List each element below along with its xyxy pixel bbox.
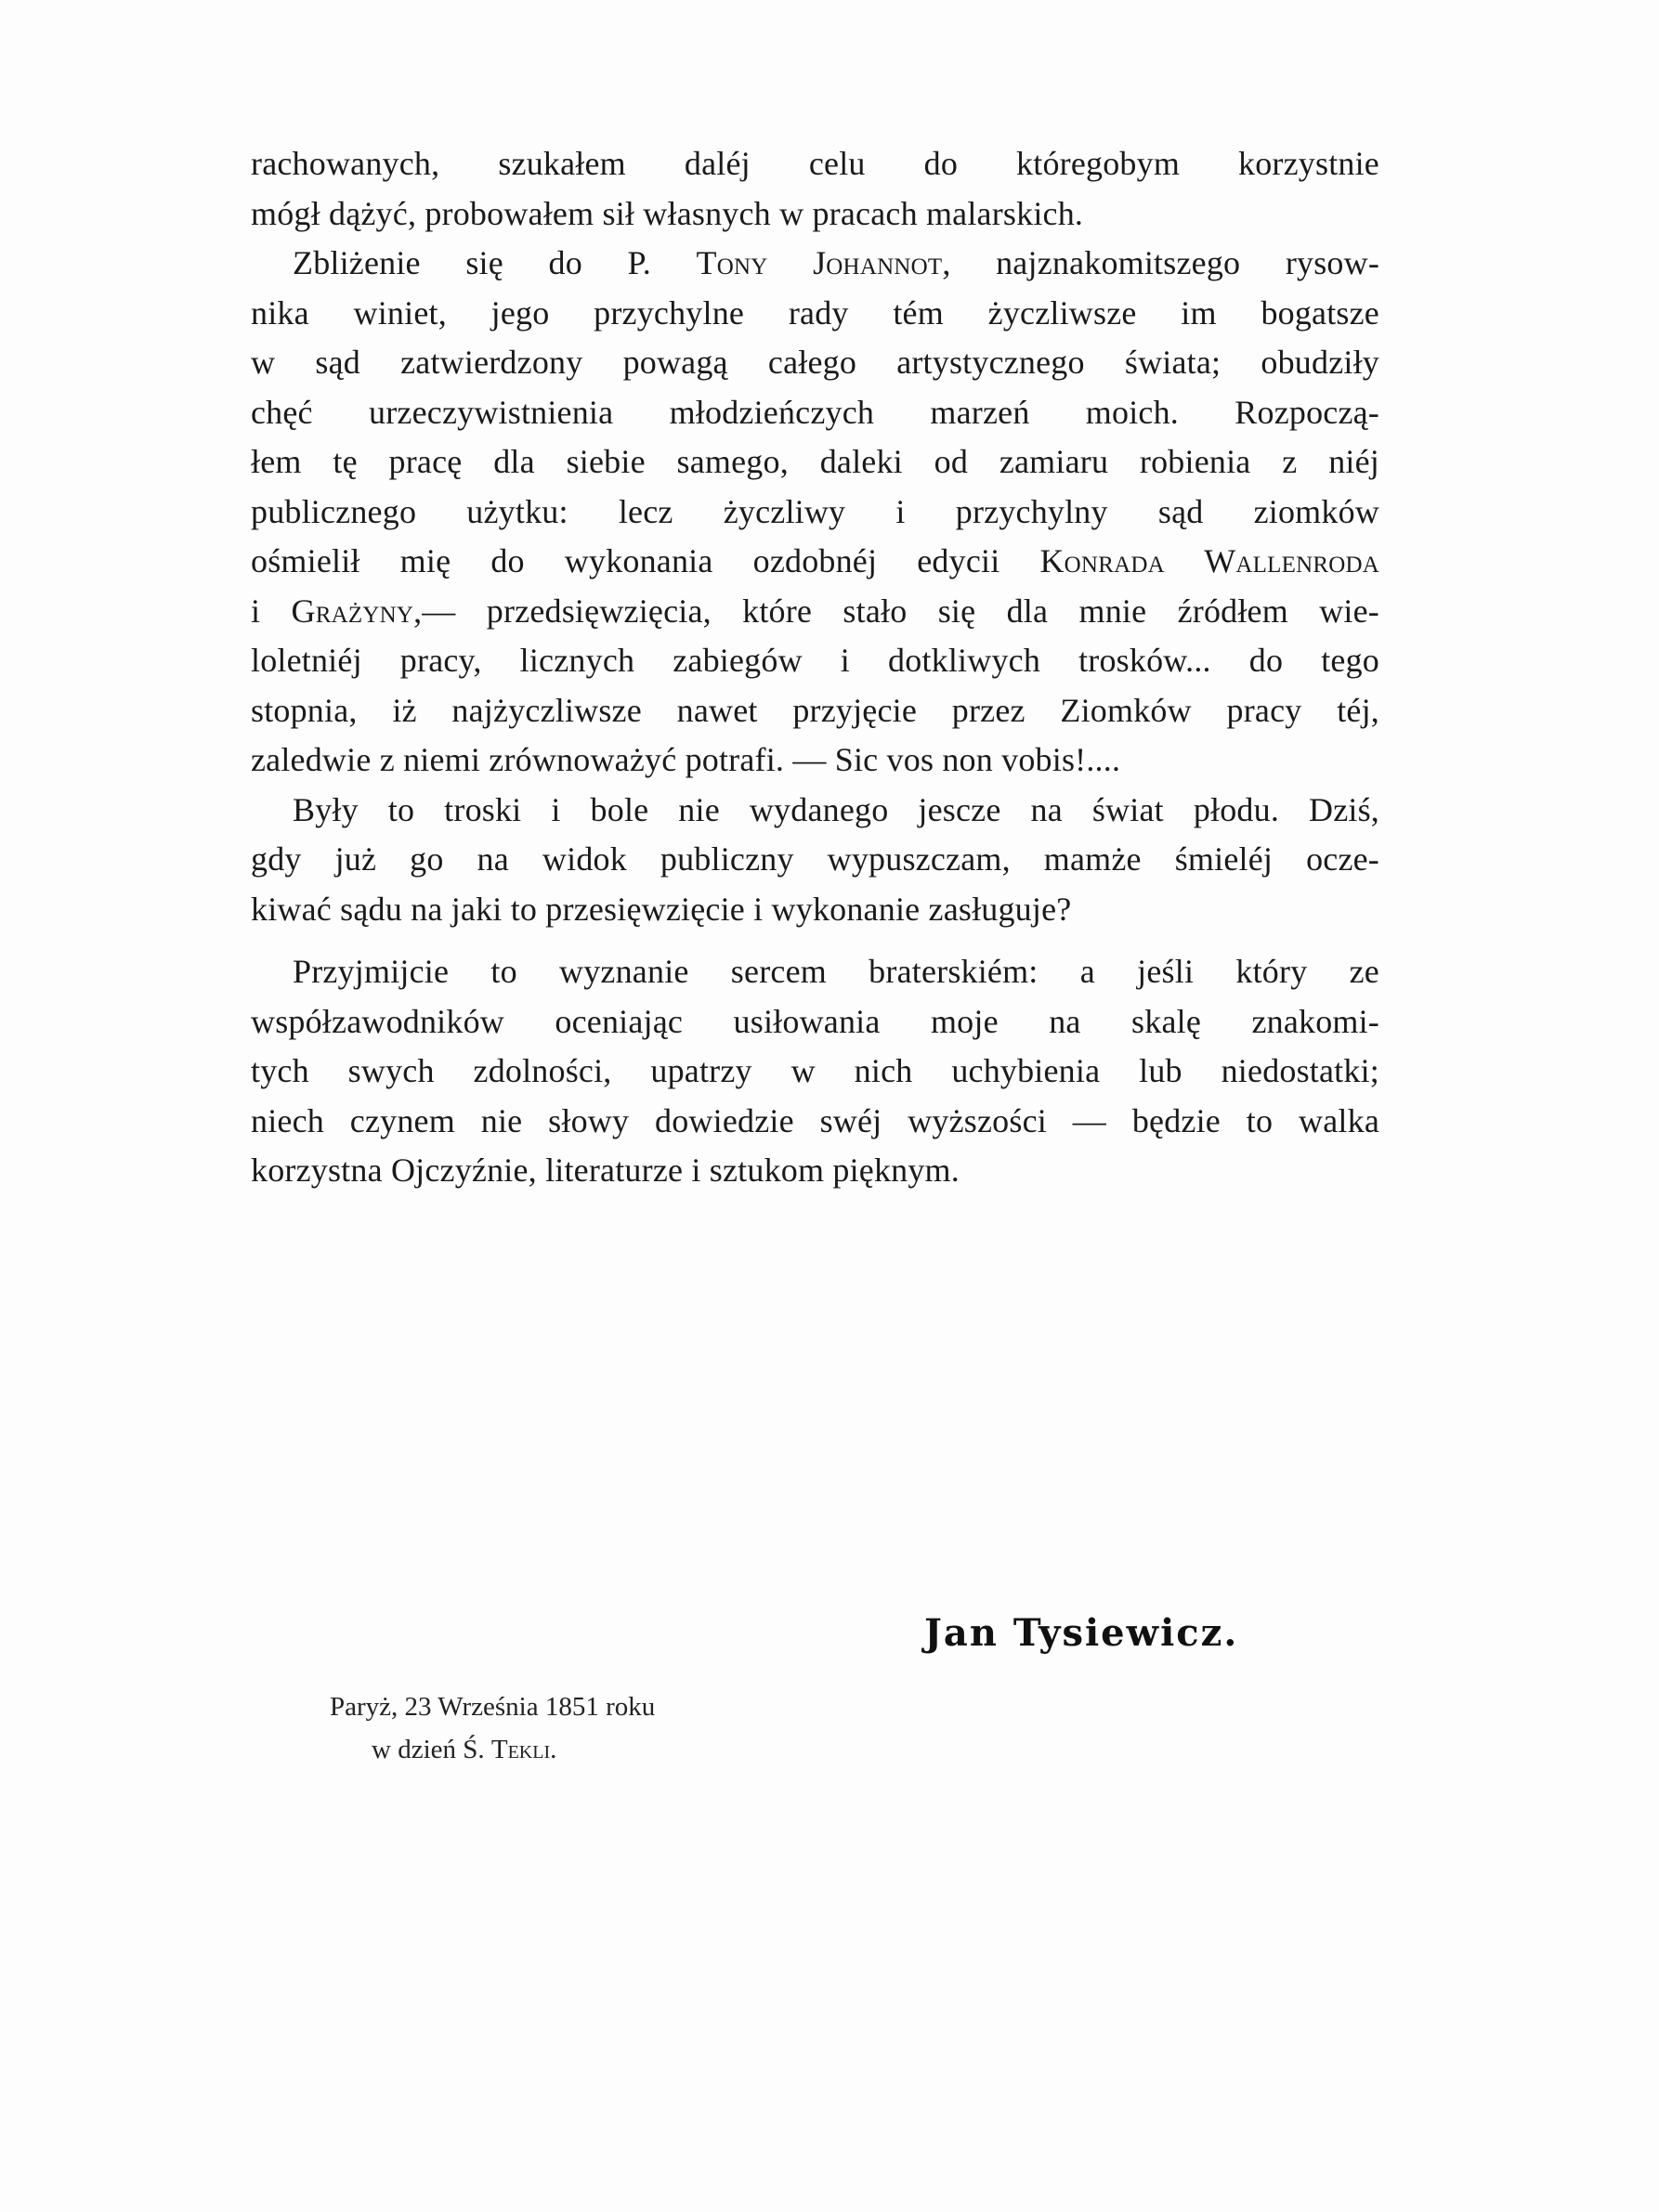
text-line: ośmielił mię do wykonania ozdobnéj edycii Konrada Wallenroda [251, 542, 1379, 579]
dateline [330, 1685, 655, 1771]
text-line: w sąd zatwierdzony powagą całego artystycznego świata; obudziły [251, 344, 1379, 381]
text-line: niech czynem nie słowy dowiedzie swéj wyższości — będzie to walka [251, 1101, 1379, 1139]
author-signature: Jan Tysiewicz. [924, 1611, 1239, 1655]
text-line: współzawodników oceniając usiłowania moje na skalę znakomi- [251, 1002, 1379, 1040]
body-text [251, 139, 1379, 1196]
text-line: stopnia, iż najżyczliwsze nawet przyjęcie przez Ziomków pracy téj, [251, 691, 1379, 729]
text-line: korzystna Ojczyźnie, literaturze i sztukom pięknym. [251, 1152, 960, 1189]
closing-paragraph [251, 947, 1379, 1196]
text-line: łem tę pracę dla siebie samego, daleki od zamiaru robienia z niéj [251, 443, 1379, 480]
text-line: nika winiet, jego przychylne rady tém życzliwsze im bogatsze [251, 293, 1379, 332]
text-line: mógł dążyć, probowałem sił własnych w pracach malarskich. [251, 194, 1084, 232]
title-smallcaps: Konrada Wallenroda [1039, 542, 1379, 579]
text-line: gdy już go na widok publiczny wypuszczam, mamże śmieléj ocze- [251, 840, 1379, 878]
text-line: publicznego użytku: lecz życzliwy i przychylny sąd ziomków [251, 492, 1379, 530]
text-line: chęć urzeczywistnienia młodzieńczych marzeń moich. Rozpoczą- [251, 393, 1379, 431]
name-smallcaps: Tony Johannot [696, 244, 943, 281]
text-line: rachowanych, szukałem daléj celu do któregobym korzystnie [251, 145, 1379, 182]
dateline-place-date: Paryż, 23 Września 1851 roku [330, 1692, 656, 1722]
saint-name: Tekli. [490, 1735, 557, 1764]
text-line: Przyjmijcie to wyznanie sercem braterskiém: a jeśli który ze [293, 953, 1379, 990]
text-line: tych swych zdolności, upatrzy w nich uchybienia lub niedostatki; [251, 1052, 1379, 1089]
text-line: i Grażyny,— przedsięwzięcia, które stało się dla mnie źródłem wie- [251, 592, 1379, 630]
text-line: kiwać sądu na jaki to przesięwzięcie i wykonanie zasługuje? [251, 890, 1072, 928]
text-line: loletniéj pracy, licznych zabiegów i dotkliwych trosków... do tego [251, 642, 1379, 679]
text-line: Były to troski i bole nie wydanego jescze na świat płodu. Dziś, [293, 790, 1379, 828]
text-line: Zbliżenie się do P. Tony Johannot, najznakomitszego rysow- [293, 244, 1380, 281]
title-smallcaps: Grażyny [291, 592, 414, 630]
dateline-feast: w dzień Ś. Tekli. [372, 1735, 557, 1764]
text-line: zaledwie z niemi zrównoważyć potrafi. — Sic vos non vobis!.... [251, 741, 1121, 778]
